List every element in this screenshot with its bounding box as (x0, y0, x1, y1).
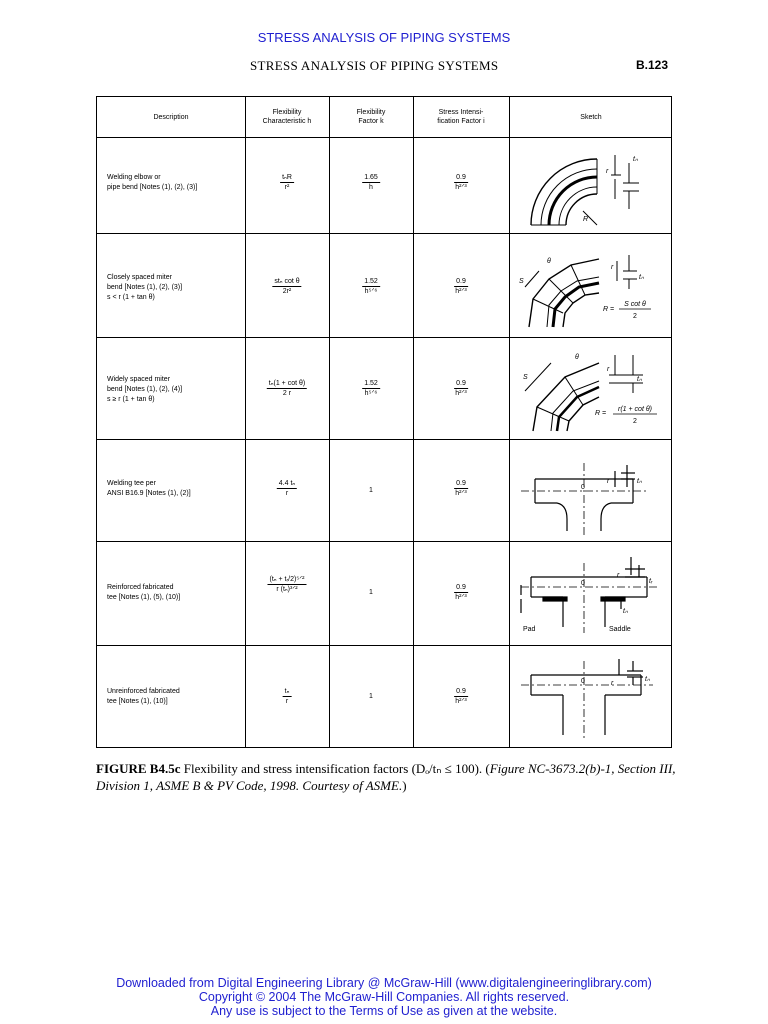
sif-close-miter (454, 277, 468, 296)
row-divider (97, 337, 671, 338)
numerator: 0.9 (456, 278, 466, 285)
label-tn: tₙ (633, 156, 638, 163)
label-R-den: 2 (633, 313, 637, 320)
denominator: r² (284, 184, 290, 191)
label-saddle: Saddle (609, 626, 631, 633)
col-header-flex-factor: Flexibility Factor k (356, 109, 386, 125)
label-pad: Pad (523, 626, 536, 633)
row-divider (97, 541, 671, 542)
label-R: R (583, 216, 589, 223)
numerator: tₙ(1 + cot θ) (268, 380, 306, 387)
caption-close: ) (402, 778, 407, 793)
label-r: r (607, 366, 610, 373)
denominator: h²ᐟ³ (455, 184, 467, 191)
running-head: STRESS ANALYSIS OF PIPING SYSTEMS (250, 58, 499, 73)
denominator: h²ᐟ³ (455, 698, 467, 705)
sif-reinforced-tee (454, 583, 468, 602)
flex-char-unreinforced-tee (283, 687, 292, 706)
label-s: S (519, 278, 524, 285)
figure-caption (96, 760, 696, 794)
label-theta: θ (547, 258, 551, 265)
denominator: h⁵ᐟ⁶ (364, 288, 378, 295)
col-divider (245, 97, 246, 747)
library-title: STRESS ANALYSIS OF PIPING SYSTEMS (257, 30, 511, 45)
flex-char-close-miter (272, 277, 301, 296)
wide-miter-sketch (511, 341, 671, 437)
numerator: 4.4 tₙ (278, 480, 296, 487)
denominator: 2 r (282, 390, 292, 397)
caption-source: Figure NC-3673.2(b)-1, Section III, Division 1, ASME B & PV Code, 1998. Courtesy of ASME. (96, 761, 676, 793)
footer-download-line[interactable]: Downloaded from Digital Engineering Library @ McGraw-Hill (www.digitalengineeringlibrary.com) (116, 976, 652, 990)
footer-copyright-line: Copyright © 2004 The McGraw-Hill Companies. All rights reserved. (198, 990, 570, 1004)
flex-char-reinforced-tee (267, 575, 306, 594)
denominator: 2r² (282, 288, 292, 295)
numerator: 0.9 (456, 174, 466, 181)
col-divider (509, 97, 510, 747)
row-desc-welding-tee: Welding tee per ANSI B16.9 [Notes (1), (2)] (107, 480, 191, 497)
col-header-flex-char: Flexibility Characteristic h (262, 109, 312, 125)
label-R-num: r(1 + cot θ) (618, 406, 652, 413)
row-desc-reinforced-tee: Reinforced fabricated tee [Notes (1), (5), (10)] (107, 584, 181, 601)
row-divider (97, 645, 671, 646)
col-header-description: Description (153, 113, 189, 121)
label-center: 0 (581, 580, 585, 587)
reinforced-tee-sketch (511, 547, 671, 643)
flex-factor-welding-tee: 1 (369, 487, 373, 494)
sif-welding-tee (454, 479, 468, 498)
row-desc-unreinforced-tee: Unreinforced fabricated tee [Notes (1), (10)] (107, 688, 180, 705)
unreinforced-tee-sketch (511, 651, 671, 747)
numerator: 1.52 (364, 278, 378, 285)
label-center: 0 (581, 678, 585, 685)
label-r: r (611, 680, 614, 687)
label-r: r (606, 168, 609, 175)
numerator: 1.65 (364, 174, 378, 181)
flex-factor-close-miter (362, 277, 380, 296)
label-R: R = (595, 410, 607, 417)
numerator: 0.9 (456, 584, 466, 591)
denominator: h²ᐟ³ (455, 490, 467, 497)
denominator: h²ᐟ³ (455, 594, 467, 601)
caption-label: FIGURE B4.5c (96, 761, 181, 776)
page-number: B.123 (636, 58, 669, 72)
denominator: r (285, 490, 289, 497)
figure-table (96, 96, 672, 748)
numerator: tₙR (282, 174, 292, 181)
numerator: 0.9 (456, 688, 466, 695)
label-tn: tₙ (645, 676, 650, 683)
welding-tee-sketch (511, 443, 671, 539)
flex-factor-reinforced-tee: 1 (369, 589, 373, 596)
col-divider (329, 97, 330, 747)
flex-char-elbow (280, 173, 294, 192)
label-R-den: 2 (633, 418, 637, 425)
label-tn: tₙ (637, 478, 642, 485)
label-s: S (523, 374, 528, 381)
sif-wide-miter (454, 379, 468, 398)
col-divider (413, 97, 414, 747)
close-miter-sketch (511, 239, 671, 335)
label-r: r (611, 264, 614, 271)
label-theta: θ (575, 354, 579, 361)
table-header (97, 97, 671, 138)
col-header-sif: Stress Intensi- fication Factor i (437, 109, 485, 125)
label-r: r (607, 478, 610, 485)
numerator: 1.52 (364, 380, 378, 387)
label-tr: tᵣ (649, 578, 653, 585)
denominator: h (369, 184, 373, 191)
caption-text: Flexibility and stress intensification factors (Dₒ/tₙ ≤ 100). ( (180, 761, 490, 776)
flex-factor-unreinforced-tee: 1 (369, 693, 373, 700)
row-desc-close-miter: Closely spaced miter bend [Notes (1), (2), (3)] s < r (1 + tan θ) (107, 274, 183, 301)
footer-terms-line[interactable]: Any use is subject to the Terms of Use as given at the website. (210, 1004, 558, 1018)
numerator: 0.9 (456, 380, 466, 387)
flex-char-welding-tee (277, 479, 297, 498)
denominator: h⁵ᐟ⁶ (364, 390, 378, 397)
label-tn: tₙ (623, 608, 628, 615)
label-center: 0 (581, 484, 585, 491)
sif-unreinforced-tee (454, 687, 468, 706)
denominator: h²ᐟ³ (455, 288, 467, 295)
numerator: stₙ cot θ (274, 278, 300, 285)
denominator: r (tₙ)³ᐟ² (276, 586, 298, 593)
flex-factor-elbow (362, 173, 380, 192)
label-R-num: S cot θ (624, 301, 646, 308)
label-r: r (617, 572, 620, 579)
sif-elbow (454, 173, 468, 192)
row-desc-wide-miter: Widely spaced miter bend [Notes (1), (2), (4)] s ≥ r (1 + tan θ) (107, 376, 183, 403)
label-tn: tₙ (637, 376, 642, 383)
footer (0, 976, 768, 1018)
row-divider (97, 233, 671, 234)
flex-char-wide-miter (267, 379, 307, 398)
denominator: r (285, 698, 289, 705)
denominator: h²ᐟ³ (455, 390, 467, 397)
label-tn: tₙ (639, 274, 644, 281)
label-R: R = (603, 306, 615, 313)
col-header-sketch: Sketch (580, 113, 602, 121)
row-desc-elbow: Welding elbow or pipe bend [Notes (1), (2), (3)] (107, 174, 198, 191)
flex-factor-wide-miter (362, 379, 380, 398)
elbow-sketch (511, 139, 671, 231)
row-divider (97, 439, 671, 440)
numerator: 0.9 (456, 480, 466, 487)
numerator: tₙ (284, 688, 290, 695)
numerator: (tₙ + tᵣ/2)⁵ᐟ² (269, 576, 305, 583)
